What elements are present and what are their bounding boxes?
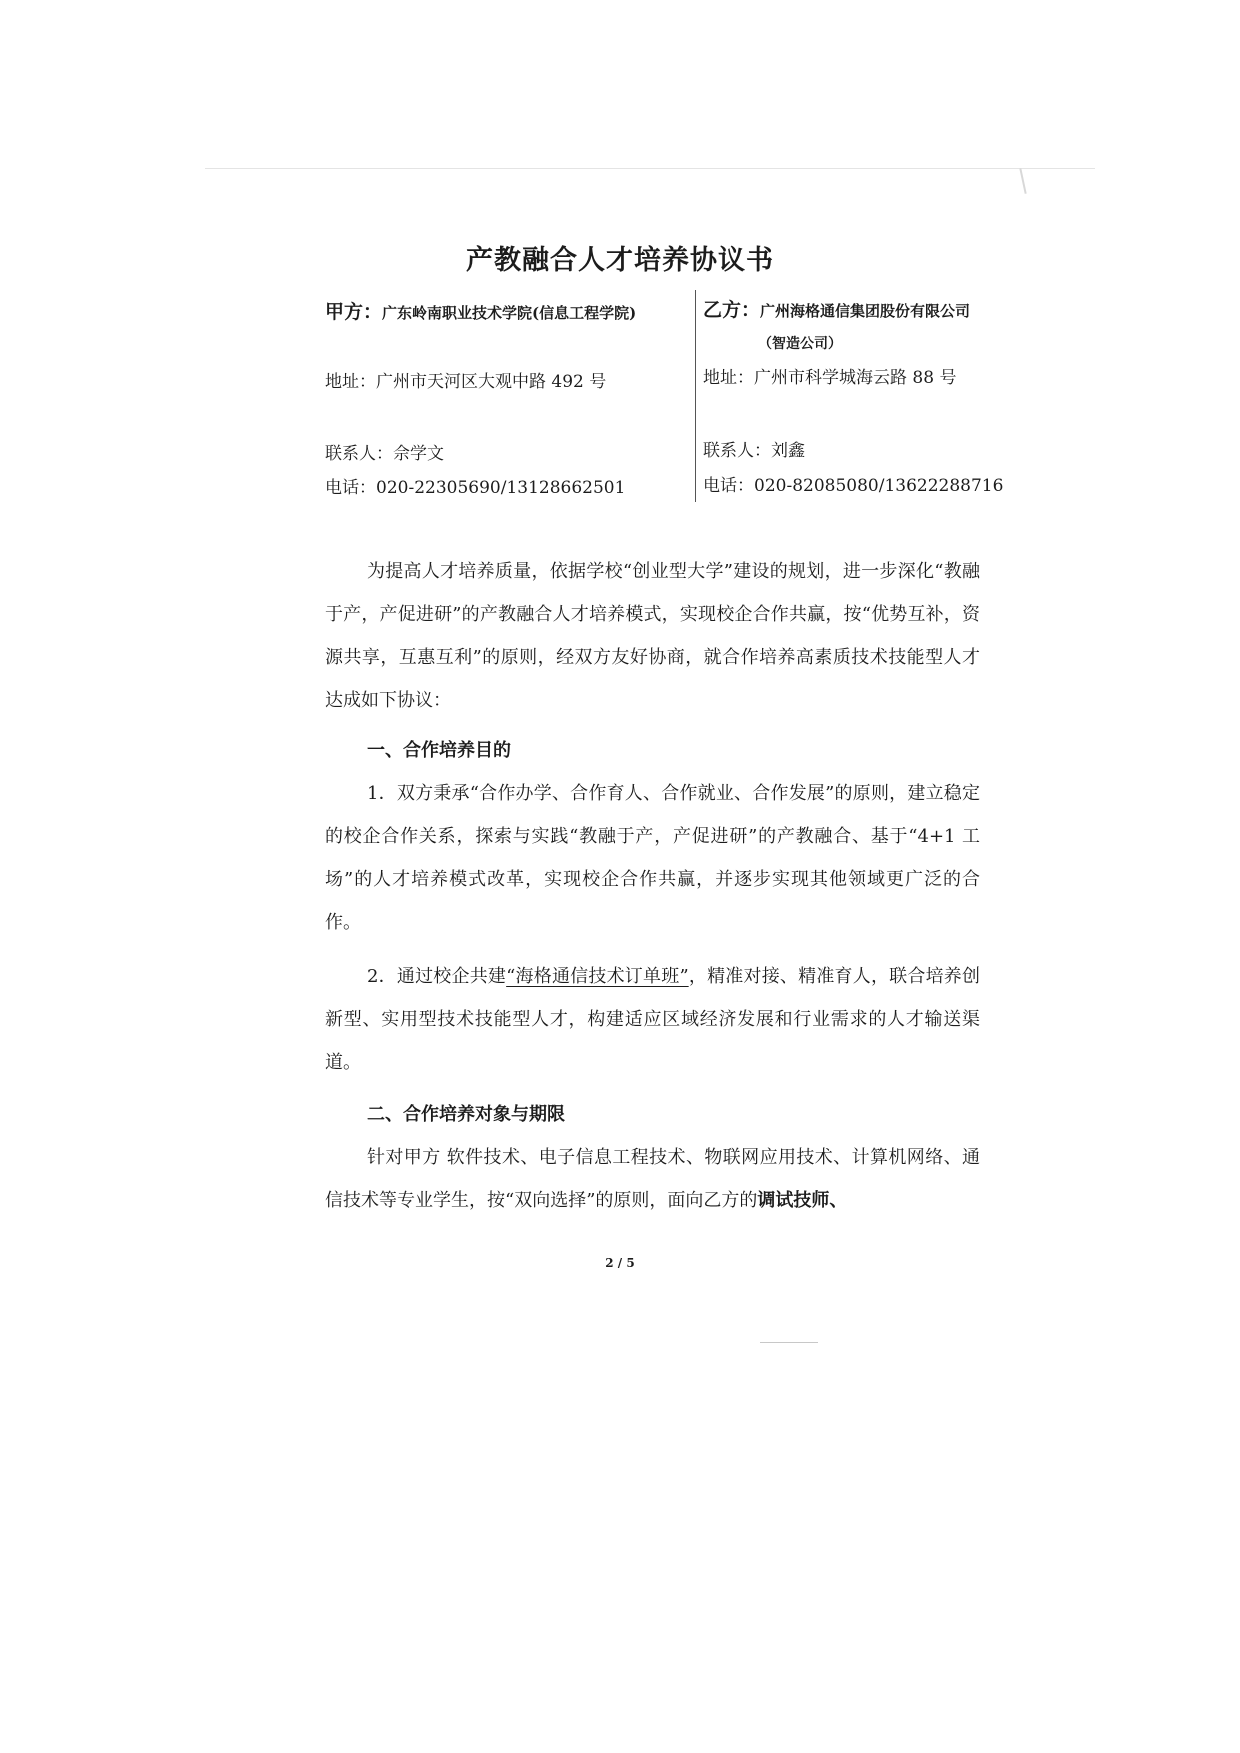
intro-paragraph: 为提高人才培养质量，依据学校“创业型大学”建设的规划，进一步深化“教融于产，产促进研”的产教融合人才培养模式，实现校企合作共赢，按“优势互补，资源共享，互惠互利”的原则，经双方友好协商，就合作培养高素质技术技能型人才达成如下协议： (325, 561, 980, 711)
document-title: 产教融合人才培养协议书 (466, 245, 774, 276)
party-a-label: 甲方： (325, 301, 383, 323)
party-a-name: 广东岭南职业技术学院(信息工程学院) (382, 304, 637, 322)
section1-item2 (325, 955, 980, 1084)
section2-heading: 二、合作培养对象与期限 (367, 1104, 565, 1125)
section2-text (325, 1136, 980, 1222)
party-b-label: 乙方： (703, 299, 761, 321)
party-b-header (703, 300, 970, 321)
section2-bold-term: 调试技师、 (757, 1190, 848, 1211)
party-a-contact: 联系人：佘学文 (325, 444, 444, 464)
scan-mark (760, 1342, 818, 1343)
item2-prefix: 2．通过校企共建 (367, 966, 507, 987)
party-a-phone: 电话：020-22305690/13128662501 (325, 478, 626, 498)
scan-edge-line (205, 168, 1095, 169)
party-a-header (325, 302, 636, 323)
party-b-address: 地址：广州市科学城海云路 88 号 (703, 368, 957, 388)
party-b-name-sub: （智造公司） (758, 336, 842, 352)
section2-body: 针对甲方 软件技术、电子信息工程技术、物联网应用技术、计算机网络、通信技术等专业学生，按“双向选择”的原则，面向乙方的 (325, 1147, 980, 1211)
party-a-address: 地址：广州市天河区大观中路 492 号 (325, 372, 607, 392)
page-number: 2 / 5 (605, 1256, 635, 1270)
party-b-name: 广州海格通信集团股份有限公司 (760, 302, 971, 320)
party-b-contact: 联系人：刘鑫 (703, 441, 805, 461)
item2-suffix: ，精准对接、精准育人，联合培养创新型、实用型技术技能型人才，构建适应区域经济发展和行业需求的人才输送渠道。 (325, 966, 981, 1073)
section1-heading: 一、合作培养目的 (367, 740, 511, 761)
party-divider (695, 290, 696, 502)
order-class-name: “海格通信技术订单班” (506, 966, 689, 987)
party-b-phone: 电话：020-82085080/13622288716 (703, 476, 1004, 496)
section1-item1: 1．双方秉承“合作办学、合作育人、合作就业、合作发展”的原则，建立稳定的校企合作关系，探索与实践“教融于产，产促进研”的产教融合、基于“4+1 工场”的人才培养模式改革，实现校企合作共赢，并逐步实现其他领域更广泛的合作。 (325, 783, 980, 933)
scan-edge-mark (1019, 168, 1026, 194)
